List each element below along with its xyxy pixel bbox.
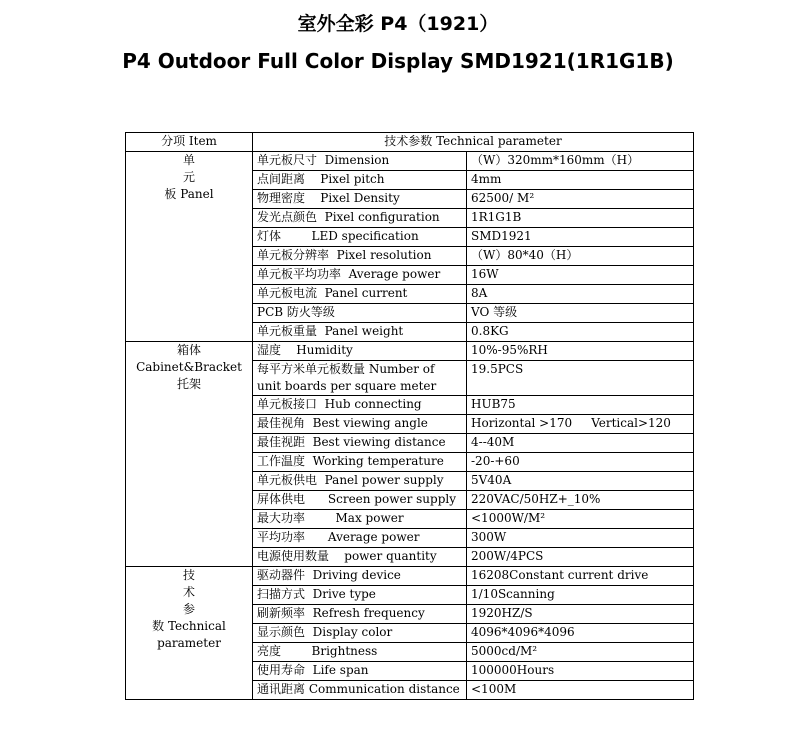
parameter-name: 单元板电流 Panel current [253,285,467,304]
parameter-value: 5V40A [467,472,694,491]
category-label-line: 术 [182,585,195,599]
parameter-value: HUB75 [467,396,694,415]
parameter-name: 工作温度 Working temperature [253,453,467,472]
parameter-value: SMD1921 [467,228,694,247]
parameter-name: 亮度 Brightness [253,643,467,662]
parameter-name: 刷新频率 Refresh frequency [253,605,467,624]
technical-section-label [126,567,253,700]
category-label-line: 技 [182,568,195,582]
parameter-value: （W）80*40（H） [467,247,694,266]
parameter-name: 单元板平均功率 Average power [253,266,467,285]
parameter-name: 单元板重量 Panel weight [253,323,467,342]
table-row [126,152,694,171]
parameter-name: 单元板供电 Panel power supply [253,472,467,491]
parameter-value: 300W [467,529,694,548]
parameter-value: 10%-95%RH [467,342,694,361]
parameter-name: 物理密度 Pixel Density [253,190,467,209]
parameter-value: <1000W/M² [467,510,694,529]
parameter-name: 湿度 Humidity [253,342,467,361]
parameter-name: 屏体供电 Screen power supply [253,491,467,510]
category-label-line: 单 [182,153,195,167]
item-column-header: 分项 Item [126,133,253,152]
parameter-value: 4096*4096*4096 [467,624,694,643]
table-row [126,342,694,361]
parameter-value: VO 等级 [467,304,694,323]
parameter-value: 100000Hours [467,662,694,681]
parameter-value: 8A [467,285,694,304]
parameter-name: 通讯距离 Communication distance [253,681,467,700]
parameter-value: Horizontal >170 Vertical>120 [467,415,694,434]
parameter-name: 扫描方式 Drive type [253,586,467,605]
parameter-value: -20-+60 [467,453,694,472]
document-title-chinese: 室外全彩 P4（1921） [297,13,499,35]
category-label-line: 箱体 [176,343,201,357]
parameter-name: 显示颜色 Display color [253,624,467,643]
parameter-name: 最佳视角 Best viewing angle [253,415,467,434]
parameter-value: （W）320mm*160mm（H） [467,152,694,171]
category-label-line: Cabinet&Bracket [136,360,242,374]
category-label-line: parameter [157,636,221,650]
category-label-line: 托架 [176,377,201,391]
category-label-line: 数 Technical [152,619,226,633]
parameter-name: 单元板接口 Hub connecting [253,396,467,415]
spec-table [125,132,694,700]
parameter-name: 灯体 LED specification [253,228,467,247]
parameter-name: 点间距离 Pixel pitch [253,171,467,190]
parameter-name: 平均功率 Average power [253,529,467,548]
parameter-value: 4--40M [467,434,694,453]
parameter-value: 1920HZ/S [467,605,694,624]
parameter-value: 220VAC/50HZ+_10% [467,491,694,510]
parameter-value: 16208Constant current drive [467,567,694,586]
cabinet-section-label [126,342,253,567]
parameter-name: 每平方米单元板数量 Number of unit boards per square meter [253,361,467,396]
parameter-value: 4mm [467,171,694,190]
parameter-value: 16W [467,266,694,285]
table-row [126,567,694,586]
parameter-value: 62500/ M² [467,190,694,209]
parameter-name: 单元板尺寸 Dimension [253,152,467,171]
panel-section-label [126,152,253,342]
category-label-line: 参 [182,602,195,616]
parameter-value: 1R1G1B [467,209,694,228]
parameter-value: 5000cd/M² [467,643,694,662]
parameter-name: 电源使用数量 power quantity [253,548,467,567]
document-title-english: P4 Outdoor Full Color Display SMD1921(1R1G1B) [122,49,674,73]
parameter-name: 驱动器件 Driving device [253,567,467,586]
category-label-line: 元 [182,170,195,184]
parameter-name: PCB 防火等级 [253,304,467,323]
table-header-row [126,133,694,152]
parameter-name: 最佳视距 Best viewing distance [253,434,467,453]
parameter-name: 使用寿命 Life span [253,662,467,681]
parameter-value: 1/10Scanning [467,586,694,605]
parameter-value: 19.5PCS [467,361,694,396]
parameter-name: 发光点颜色 Pixel configuration [253,209,467,228]
parameter-name: 单元板分辨率 Pixel resolution [253,247,467,266]
parameter-value: 0.8KG [467,323,694,342]
parameter-value: 200W/4PCS [467,548,694,567]
parameter-name: 最大功率 Max power [253,510,467,529]
category-label-line: 板 Panel [164,187,214,201]
parameter-column-header: 技术参数 Technical parameter [253,133,694,152]
parameter-value: <100M [467,681,694,700]
